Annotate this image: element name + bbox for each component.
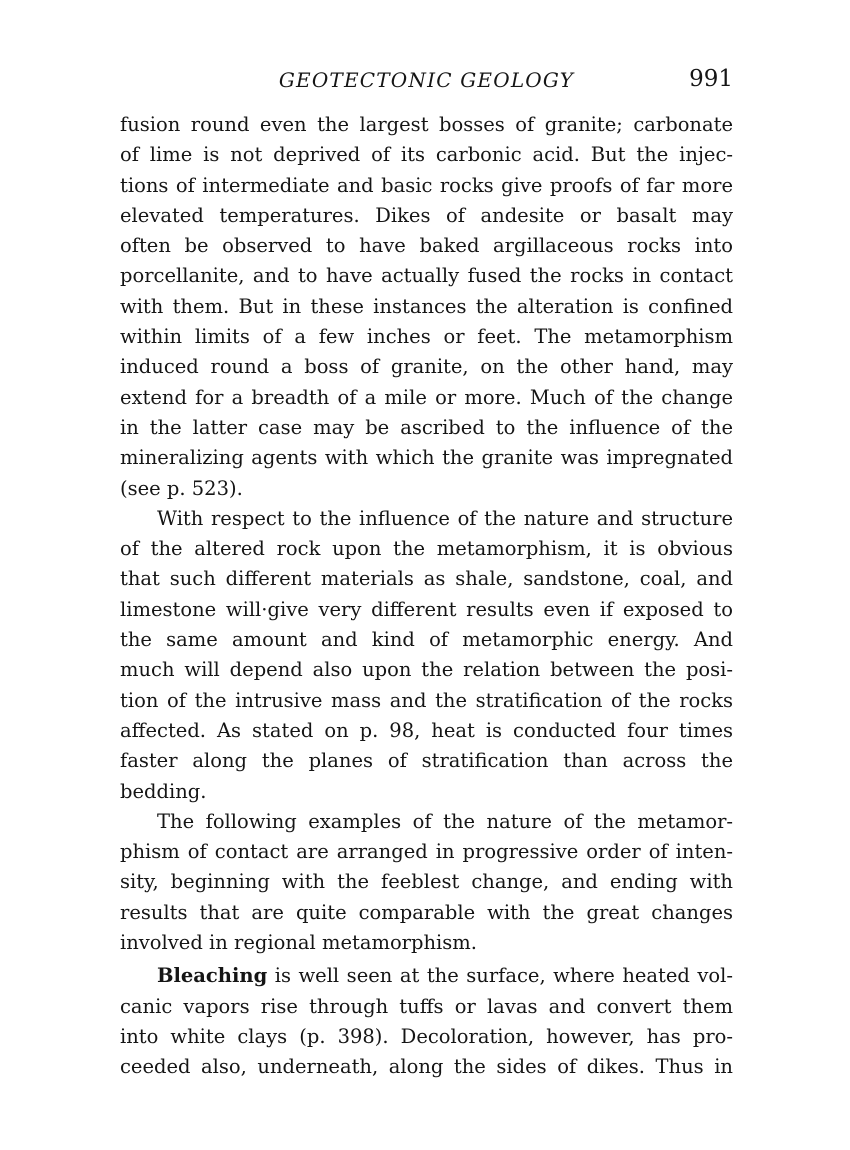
text-line: much will depend also upon the relation between the posi- [120, 658, 733, 682]
text-line: bedding. [120, 779, 207, 803]
text-line: The following examples of the nature of the metamor- [157, 809, 733, 833]
text-line: that such different materials as shale, sandstone, coal, and [120, 567, 733, 591]
paragraph-3 [120, 807, 733, 958]
text-line: tions of intermediate and basic rocks give proofs of far more [120, 173, 733, 197]
text-line: (see p. 523). [120, 476, 243, 500]
paragraph-2 [120, 504, 733, 807]
running-title: GEOTECTONIC GEOLOGY [278, 68, 575, 92]
text-line: canic vapors rise through tuffs or lavas and convert them [120, 994, 733, 1018]
text-line: the same amount and kind of metamorphic energy. And [120, 628, 733, 652]
bleaching-term: Bleaching [157, 964, 268, 988]
paragraph-4 [120, 961, 733, 1082]
running-header [120, 66, 733, 96]
text-line: involved in regional metamorphism. [120, 931, 477, 955]
text-line: limestone will·give very different results even if exposed to [120, 597, 733, 621]
text-line: extend for a breadth of a mile or more. Much of the change [120, 385, 733, 409]
text-line: induced round a boss of granite, on the other hand, may [120, 355, 733, 379]
text-line: porcellanite, and to have actually fused the rocks in contact [120, 264, 733, 288]
text-line: in the latter case may be ascribed to the influence of the [120, 415, 733, 439]
text-line: sity, beginning with the feeblest change, and ending with [120, 870, 733, 894]
text-line: into white clays (p. 398). Decoloration, however, has pro- [120, 1024, 733, 1048]
text-line: affected. As stated on p. 98, heat is conducted four times [120, 718, 733, 742]
body-text [120, 110, 733, 1083]
text-line: ceeded also, underneath, along the sides of dikes. Thus in [120, 1055, 733, 1079]
text-line: With respect to the influence of the nature and structure [157, 506, 733, 530]
text-line [120, 961, 733, 991]
text-line: of the altered rock upon the metamorphism, it is obvious [120, 537, 733, 561]
text-line: of lime is not deprived of its carbonic acid. But the injec- [120, 143, 733, 167]
page-number: 991 [689, 66, 733, 92]
paragraph-1 [120, 110, 733, 504]
text-line: with them. But in these instances the alteration is confined [120, 294, 733, 318]
text-line: results that are quite comparable with the great changes [120, 900, 733, 924]
text-line: fusion round even the largest bosses of granite; carbonate [120, 113, 733, 136]
text-line: phism of contact are arranged in progressive order of inten- [120, 840, 733, 864]
text-line: often be observed to have baked argillaceous rocks into [120, 234, 733, 258]
text-line: mineralizing agents with which the granite was impregnated [120, 446, 733, 470]
text-line: elevated temperatures. Dikes of andesite or basalt may [120, 203, 733, 227]
line-remainder: is well seen at the surface, where heated vol- [267, 964, 733, 988]
text-line: within limits of a few inches or feet. The metamorphism [120, 325, 733, 349]
text-line: faster along the planes of stratification than across the [120, 749, 733, 773]
text-line: tion of the intrusive mass and the stratification of the rocks [120, 688, 733, 712]
